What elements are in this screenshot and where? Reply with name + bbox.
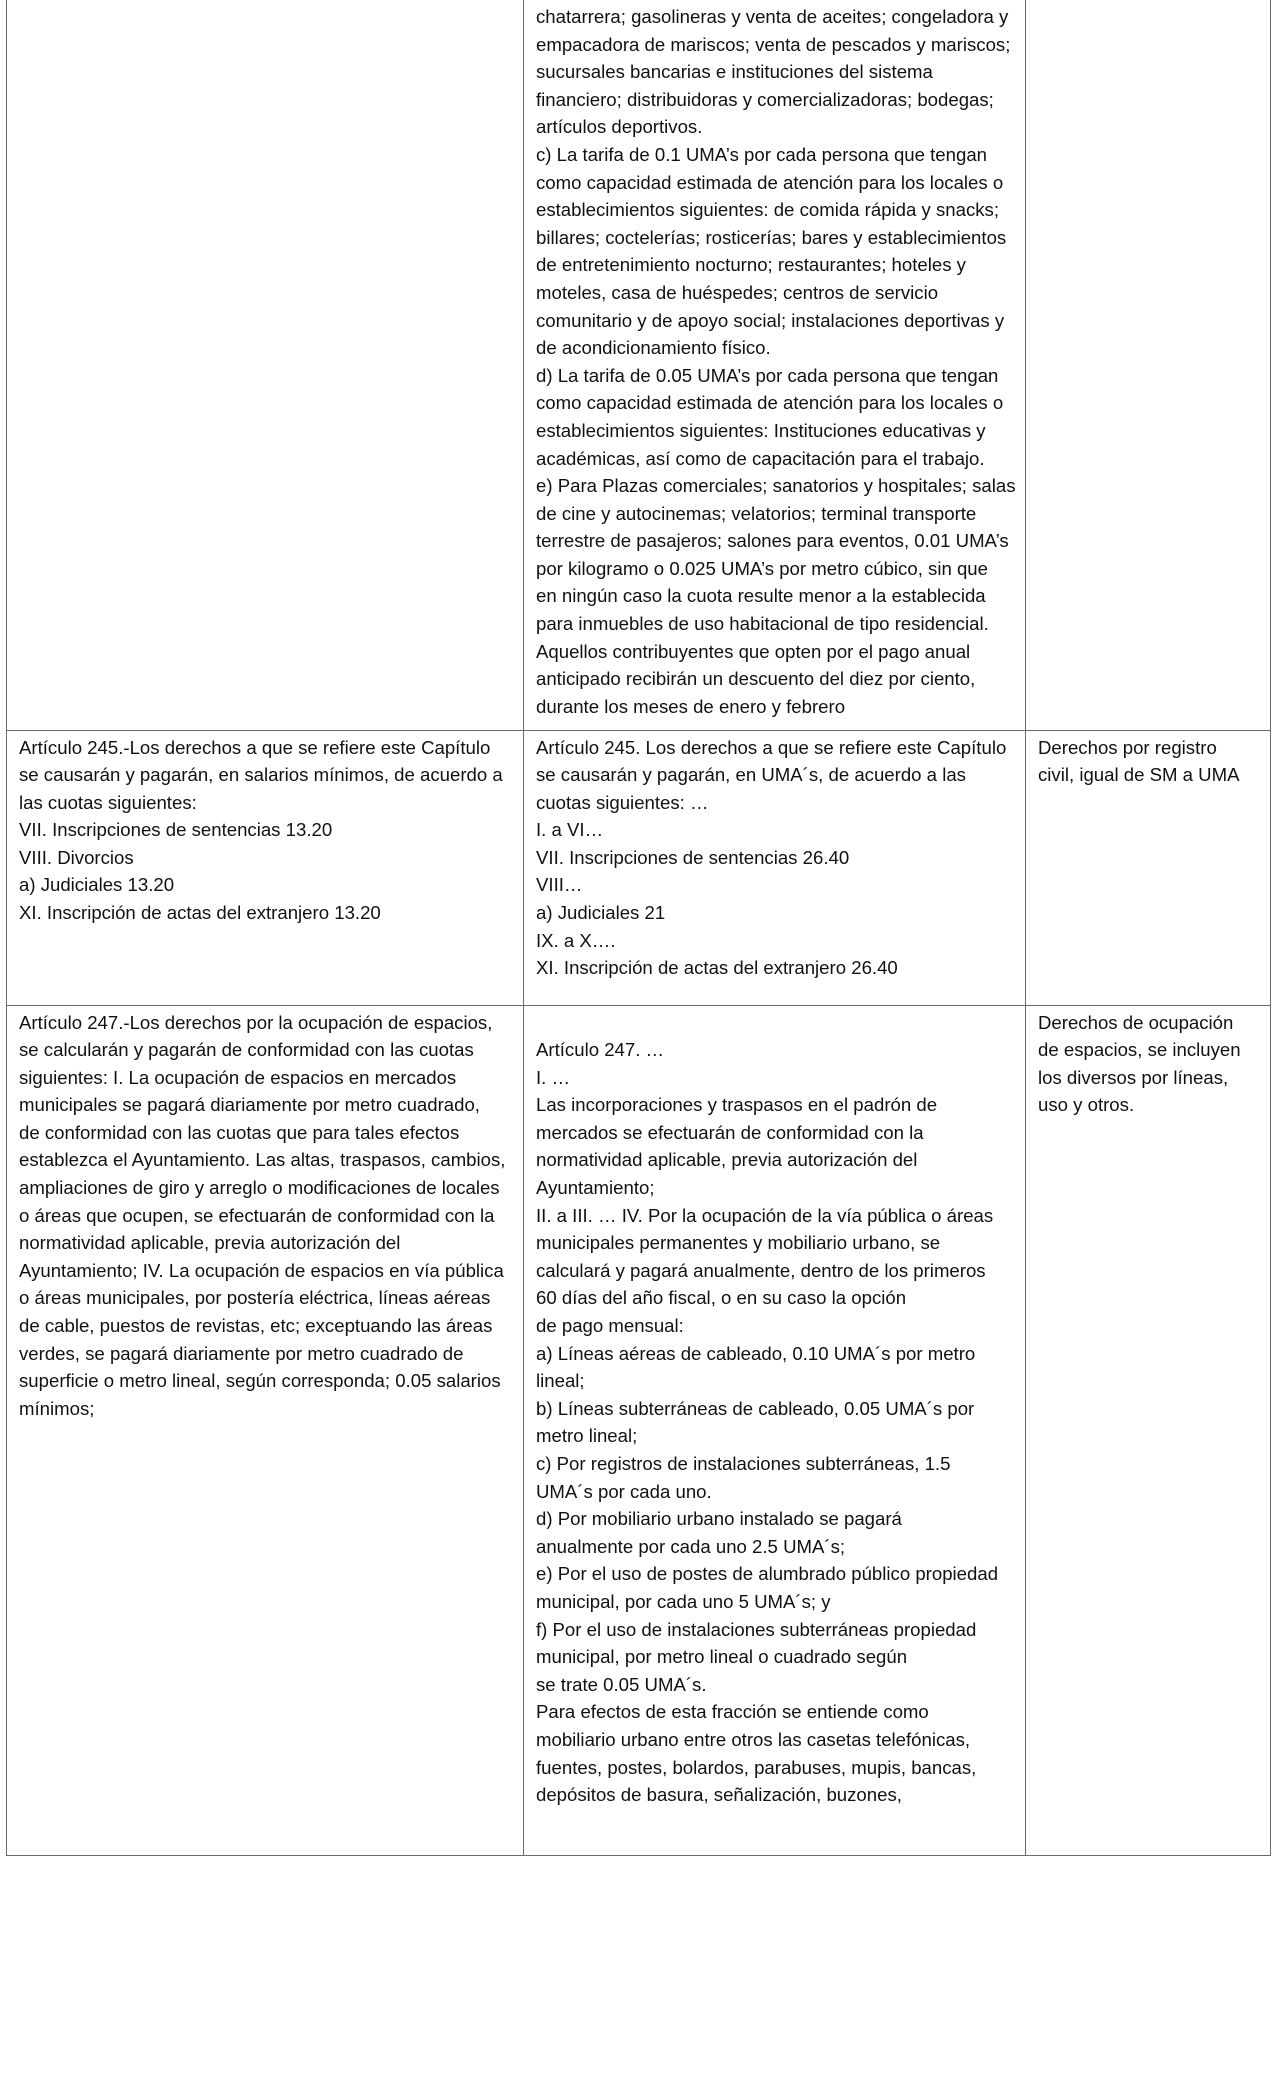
text-line: VIII… (536, 874, 583, 896)
text-line: 60 días del año fiscal, o en su caso la opción (536, 1287, 907, 1309)
text-line: los diversos por líneas, (1038, 1066, 1229, 1088)
current-text-cell (7, 1005, 524, 1855)
text-line: uso y otros. (1038, 1094, 1135, 1116)
text-line: comunitario y de apoyo social; instalaciones deportivas y (536, 309, 1005, 331)
text-line: IX. a X…. (536, 929, 616, 951)
text-line: establecimientos siguientes: Instituciones educativas y (536, 419, 986, 441)
text-line: se causarán y pagarán, en UMA´s, de acuerdo a las (536, 764, 966, 786)
text-line: mínimos; (19, 1397, 95, 1419)
text-line: b) Líneas subterráneas de cableado, 0.05 UMA´s por (536, 1397, 975, 1419)
text-line: financiero; distribuidoras y comercializadoras; bodegas; (536, 88, 994, 110)
text-line: Ayuntamiento; (536, 1177, 655, 1199)
comment-cell (1026, 1005, 1271, 1855)
text-line: se trate 0.05 UMA´s. (536, 1673, 707, 1695)
text-line: a) Judiciales 21 (536, 902, 666, 924)
text-line: normatividad aplicable, previa autorización del (19, 1232, 401, 1254)
blank-line (536, 1009, 1015, 1037)
table-row (7, 730, 1271, 1005)
text-line: establecimientos siguientes: de comida rápida y snacks; (536, 199, 1000, 221)
text-line: fuentes, postes, bolardos, parabuses, mupis, bancas, (536, 1756, 977, 1778)
text-line: VII. Inscripciones de sentencias 13.20 (19, 819, 333, 841)
text-line: cuotas siguientes: … (536, 791, 709, 813)
text-line: municipal, por metro lineal o cuadrado según (536, 1646, 908, 1668)
text-line: VIII. Divorcios (19, 846, 134, 868)
text-line: anticipado recibirán un descuento del diez por ciento, (536, 668, 976, 690)
text-line: de espacios, se incluyen (1038, 1039, 1241, 1061)
text-line: moteles, casa de huéspedes; centros de servicio (536, 281, 939, 303)
proposed-text-cell (524, 730, 1026, 1005)
text-line: c) Por registros de instalaciones subterráneas, 1.5 (536, 1453, 951, 1474)
proposed-text-cell (524, 0, 1026, 730)
text-line: o áreas que ocupen, se efectuarán de conformidad con la (19, 1204, 495, 1226)
text-line: lineal; (536, 1370, 585, 1392)
text-line: establezca el Ayuntamiento. Las altas, traspasos, cambios, (19, 1149, 506, 1171)
comment-cell (1026, 0, 1271, 730)
text-line: XI. Inscripción de actas del extranjero 13.20 (19, 902, 381, 924)
text-line: a) Judiciales 13.20 (19, 874, 175, 896)
text-line: I. … (536, 1066, 571, 1088)
text-line: como capacidad estimada de atención para los locales o (536, 392, 1004, 414)
text-line: Derechos por registro (1038, 736, 1217, 758)
text-line: e) Por el uso de postes de alumbrado público propiedad (536, 1563, 999, 1585)
text-line: de conformidad con las cuotas que para tales efectos (19, 1121, 460, 1143)
text-line: empacadora de mariscos; venta de pescados y mariscos; (536, 33, 1011, 55)
text-line: siguientes: I. La ocupación de espacios en mercados (19, 1066, 457, 1088)
text-line: las cuotas siguientes: (19, 791, 197, 813)
text-line: XI. Inscripción de actas del extranjero 26.40 (536, 957, 898, 979)
text-line: de cable, puestos de revistas, etc; exceptuando las áreas (19, 1315, 493, 1337)
text-line: durante los meses de enero y febrero (536, 695, 846, 717)
text-line: Derechos de ocupación (1038, 1011, 1234, 1033)
text-line: f) Por el uso de instalaciones subterráneas propiedad (536, 1618, 977, 1640)
text-line: civil, igual de SM a UMA (1038, 764, 1240, 786)
text-line: superficie o metro lineal, según corresponda; 0.05 salarios (19, 1370, 501, 1392)
text-line: de cine y autocinemas; velatorios; terminal transporte (536, 502, 977, 524)
text-line: Artículo 247.-Los derechos por la ocupación de espacios, (19, 1011, 493, 1033)
text-line: municipales permanentes y mobiliario urbano, se (536, 1232, 941, 1254)
text-line: c) La tarifa de 0.1 UMA’s por cada persona que tengan (536, 143, 988, 165)
text-line: como capacidad estimada de atención para los locales o (536, 171, 1004, 193)
text-line: de pago mensual: (536, 1315, 684, 1337)
text-line: mobiliario urbano entre otros las casetas telefónicas, (536, 1728, 971, 1750)
comment-cell (1026, 730, 1271, 1005)
text-line: ampliaciones de giro y arreglo o modificaciones de locales (19, 1177, 500, 1199)
text-line: de acondicionamiento físico. (536, 337, 771, 359)
text-line: VII. Inscripciones de sentencias 26.40 (536, 846, 850, 868)
text-line: Aquellos contribuyentes que opten por el pago anual (536, 640, 971, 662)
text-line: II. a III. … IV. Por la ocupación de la vía pública o áreas (536, 1204, 994, 1226)
text-line: Ayuntamiento; IV. La ocupación de espacios en vía pública (19, 1259, 504, 1281)
current-text-cell (7, 730, 524, 1005)
text-line: por kilogramo o 0.025 UMA’s por metro cúbico, sin que (536, 557, 988, 579)
proposed-text-cell (524, 1005, 1026, 1855)
text-line: Las incorporaciones y traspasos en el padrón de (536, 1094, 938, 1116)
text-line: I. a VI… (536, 819, 604, 841)
text-line: normatividad aplicable, previa autorización del (536, 1149, 918, 1171)
text-line: a) Líneas aéreas de cableado, 0.10 UMA´s por metro (536, 1342, 976, 1364)
text-line: o áreas municipales, por postería eléctrica, líneas aéreas (19, 1287, 491, 1309)
comparison-table-body (7, 0, 1271, 1855)
text-line: d) Por mobiliario urbano instalado se pagará (536, 1508, 902, 1530)
text-line: municipales se pagará diariamente por metro cuadrado, (19, 1094, 480, 1116)
text-line: metro lineal; (536, 1425, 638, 1447)
text-line: de entretenimiento nocturno; restaurantes; hoteles y (536, 254, 966, 276)
text-line: terrestre de pasajeros; salones para eventos, 0.01 UMA’s (536, 530, 1009, 552)
text-line: se causarán y pagarán, en salarios mínimos, de acuerdo a (19, 764, 503, 786)
text-line: depósitos de basura, señalización, buzones, (536, 1784, 902, 1806)
text-line: se calcularán y pagarán de conformidad con las cuotas (19, 1039, 474, 1061)
comparison-table (6, 0, 1271, 1856)
current-text-cell (7, 0, 524, 730)
table-row (7, 1005, 1271, 1855)
text-line: e) Para Plazas comerciales; sanatorios y hospitales; salas (536, 475, 1016, 497)
text-line: verdes, se pagará diariamente por metro cuadrado de (19, 1342, 464, 1364)
text-line: Para efectos de esta fracción se entiende como (536, 1701, 929, 1723)
table-row (7, 0, 1271, 730)
text-line: municipal, por cada uno 5 UMA´s; y (536, 1590, 831, 1612)
text-line: Artículo 247. … (536, 1039, 665, 1061)
text-line: mercados se efectuarán de conformidad con la (536, 1121, 924, 1143)
text-line: chatarrera; gasolineras y venta de aceites; congeladora y (536, 6, 1009, 27)
text-line: artículos deportivos. (536, 116, 703, 138)
text-line: anualmente por cada uno 2.5 UMA´s; (536, 1535, 846, 1557)
text-line: para inmuebles de uso habitacional de tipo residencial. (536, 613, 989, 635)
text-line: Artículo 245. Los derechos a que se refiere este Capítulo (536, 736, 1007, 758)
text-line: billares; coctelerías; rosticerías; bares y establecimientos (536, 226, 1007, 248)
text-line: académicas, así como de capacitación para el trabajo. (536, 447, 985, 469)
text-line: Artículo 245.-Los derechos a que se refiere este Capítulo (19, 736, 491, 758)
text-line: sucursales bancarias e instituciones del sistema (536, 61, 933, 83)
text-line: calculará y pagará anualmente, dentro de los primeros (536, 1259, 986, 1281)
text-line: en ningún caso la cuota resulte menor a la establecida (536, 585, 986, 607)
text-line: d) La tarifa de 0.05 UMA’s por cada persona que tengan (536, 364, 999, 386)
text-line: UMA´s por cada uno. (536, 1480, 712, 1502)
